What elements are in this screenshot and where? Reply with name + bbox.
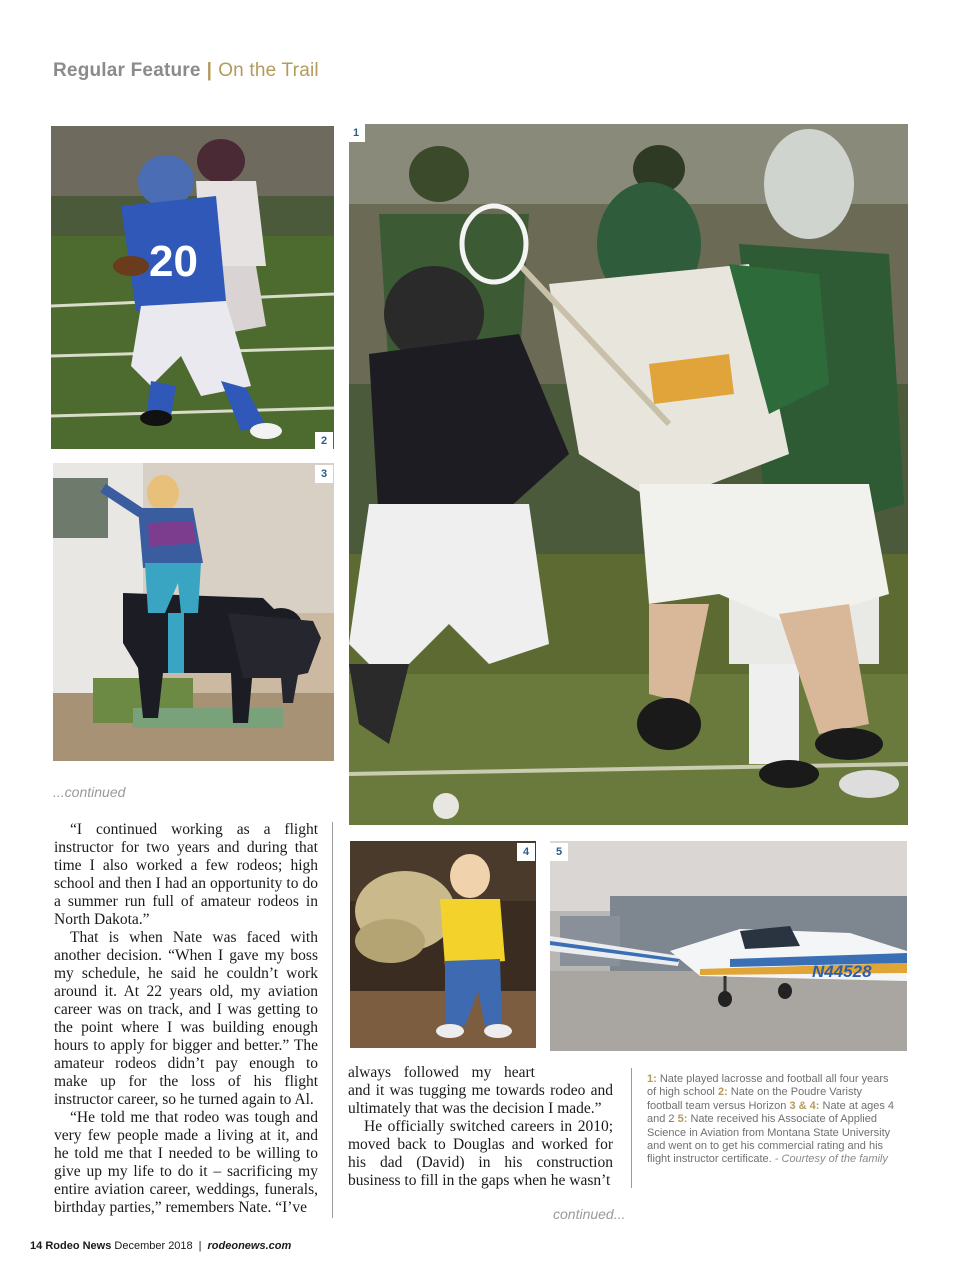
photo-football: [51, 126, 334, 449]
photo-number-3: 3: [315, 465, 333, 483]
page-number: 14: [30, 1240, 43, 1252]
photo-lacrosse: [349, 124, 908, 825]
column-divider: [332, 822, 333, 1218]
caption-text: Nate received his Associate of Applied Science in Aviation from Montana State University and went on to get his commercial rating and his flight instructor certificate.: [647, 1113, 891, 1166]
photo-number-4: 4: [517, 843, 535, 861]
caption-credit: - Courtesy of the family: [774, 1153, 888, 1166]
paragraph: “I continued working as a flight instructor for two years and during that time I also worked a few rodeos; high school and then I had an opportunity to do a summer run full of amateur rodeos in North Dakota.”: [54, 821, 318, 928]
article-column-1: [54, 821, 318, 1217]
photo-caption: [647, 1073, 899, 1167]
tail-number: N44528: [812, 962, 872, 981]
photo-number-2: 2: [315, 432, 333, 450]
page-footer: [30, 1240, 291, 1252]
photo-number-5: 5: [550, 843, 568, 861]
continued-marker-top: ...continued: [53, 784, 126, 800]
header-separator: |: [206, 60, 213, 81]
caption-number: 5:: [677, 1113, 688, 1126]
caption-text: Nate on the Poudre Varisty football team versus Horizon: [647, 1086, 863, 1112]
photo-number-1: 1: [347, 124, 365, 142]
continued-marker-bottom: continued...: [553, 1206, 626, 1222]
section-label: Regular Feature: [53, 60, 201, 81]
photo-toddler-with-hay: [350, 841, 536, 1048]
caption-text: Nate at ages 4 and 2: [647, 1099, 895, 1126]
footer-separator: |: [198, 1240, 202, 1252]
caption-text: Nate played lacrosse and football all four years of high school: [647, 1073, 889, 1099]
caption-number: 2:: [717, 1086, 728, 1099]
website-link[interactable]: rodeonews.com: [207, 1240, 292, 1252]
photo-airplane: [550, 841, 907, 1051]
paragraph: That is when Nate was faced with another decision. “When I gave my boss my schedule, he said he couldn’t work around it. At 22 years old, my aviation career was on track, and I was getting to the point where I was building enough hours to apply for bigger and better.” The amateur rodeos didn’t pay enough to make up for the loss of his flight instructor career, so he turned again to Al.: [54, 929, 318, 1108]
issue-date: December 2018: [114, 1240, 193, 1252]
subsection-label: On the Trail: [218, 60, 319, 81]
article-column-2: [348, 1064, 613, 1190]
caption-number: 3 & 4:: [789, 1099, 820, 1112]
paragraph: and it was tugging me towards rodeo and ultimately that was the decision I made.”: [348, 1082, 613, 1117]
section-header: [53, 60, 319, 82]
photo-child-on-cow: [53, 463, 334, 761]
jersey-number: 20: [149, 237, 198, 286]
paragraph: “He told me that rodeo was tough and very few people made a living at it, and he told me that I needed to be willing to give up my life to do it – sacrificing my entire aviation career, weddings, funerals, birthday parties,” remembers Nate. “I’ve: [54, 1109, 318, 1216]
column-divider: [631, 1068, 632, 1188]
magazine-name: Rodeo News: [45, 1240, 112, 1252]
column-lead-line: always followed my heart: [348, 1064, 535, 1081]
caption-number: 1:: [647, 1073, 657, 1085]
paragraph: He officially switched careers in 2010; moved back to Douglas and worked for his dad (David) in his construction business to fill in the gaps when he wasn’t: [348, 1118, 613, 1189]
